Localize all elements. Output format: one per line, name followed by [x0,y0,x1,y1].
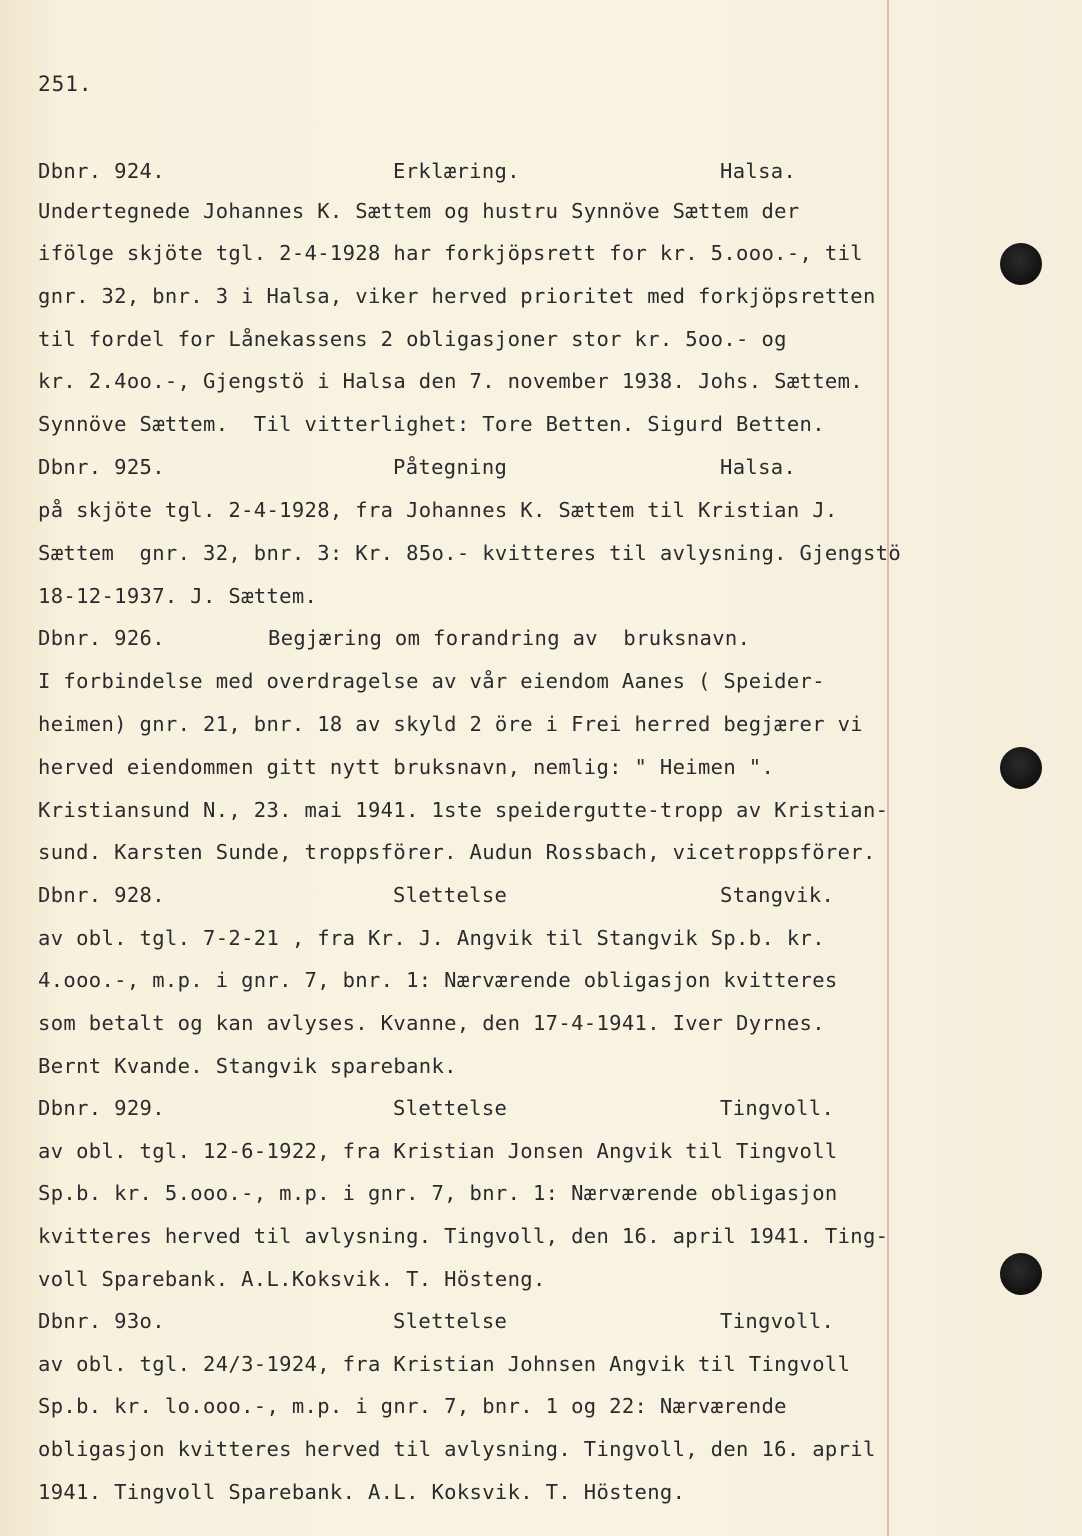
entry-place: Stangvik. [720,883,835,907]
page-number: 251. [38,72,93,96]
entry-text-line: til fordel for Lånekassens 2 obligasjoner stor kr. 5oo.- og [38,327,787,351]
entry-text-line: 4.ooo.-, m.p. i gnr. 7, bnr. 1: Nærværende obligasjon kvitteres [38,968,838,992]
entry-text-line: I forbindelse med overdragelse av vår eiendom Aanes ( Speider- [38,669,825,693]
punch-hole [1000,243,1042,285]
entry-text-line: voll Sparebank. A.L.Koksvik. T. Hösteng. [38,1267,546,1291]
entry-text-line: Sp.b. kr. lo.ooo.-, m.p. i gnr. 7, bnr. 1 og 22: Nærværende [38,1394,787,1418]
entry-text-line: Bernt Kvande. Stangvik sparebank. [38,1054,457,1078]
punch-hole [1000,1253,1042,1295]
entry-number: Dbnr. 924. [38,159,165,183]
entry-text-line: som betalt og kan avlyses. Kvanne, den 17-4-1941. Iver Dyrnes. [38,1011,825,1035]
entry-type: Slettelse [393,1309,508,1333]
entry-text-line: sund. Karsten Sunde, troppsförer. Audun Rossbach, vicetroppsförer. [38,840,876,864]
entry-place: Tingvoll. [720,1096,835,1120]
entry-type: Slettelse [393,883,508,907]
entry-text-line: på skjöte tgl. 2-4-1928, fra Johannes K. Sættem til Kristian J. [38,498,838,522]
entry-text-line: Kristiansund N., 23. mai 1941. 1ste speidergutte-tropp av Kristian- [38,798,889,822]
entry-text-line: heimen) gnr. 21, bnr. 18 av skyld 2 öre i Frei herred begjærer vi [38,712,863,736]
entry-text-line: Undertegnede Johannes K. Sættem og hustru Synnöve Sættem der [38,199,800,223]
punch-hole [1000,747,1042,789]
entry-text-line: ifölge skjöte tgl. 2-4-1928 har forkjöpsrett for kr. 5.ooo.-, til [38,241,863,265]
entry-number: Dbnr. 928. [38,883,165,907]
entry-text-line: Synnöve Sættem. Til vitterlighet: Tore Betten. Sigurd Betten. [38,412,825,436]
entry-type: Erklæring. [393,159,520,183]
entry-text-line: av obl. tgl. 7-2-21 , fra Kr. J. Angvik til Stangvik Sp.b. kr. [38,926,825,950]
entry-place: Tingvoll. [720,1309,835,1333]
entry-text-line: kr. 2.4oo.-, Gjengstö i Halsa den 7. november 1938. Johs. Sættem. [38,369,863,393]
entry-number: Dbnr. 925. [38,455,165,479]
entry-type: Begjæring om forandring av bruksnavn. [268,626,751,650]
entry-number: Dbnr. 926. [38,626,165,650]
entry-text-line: 1941. Tingvoll Sparebank. A.L. Koksvik. T. Hösteng. [38,1480,686,1504]
entry-text-line: Sættem gnr. 32, bnr. 3: Kr. 85o.- kvitteres til avlysning. Gjengstö [38,541,902,565]
entry-text-line: gnr. 32, bnr. 3 i Halsa, viker herved prioritet med forkjöpsretten [38,284,876,308]
entry-place: Halsa. [720,455,797,479]
entry-type: Påtegning [393,455,508,479]
margin-rule [887,0,889,1536]
entry-text-line: obligasjon kvitteres herved til avlysning. Tingvoll, den 16. april [38,1437,876,1461]
entry-text-line: av obl. tgl. 24/3-1924, fra Kristian Johnsen Angvik til Tingvoll [38,1352,851,1376]
entry-text-line: herved eiendommen gitt nytt bruksnavn, nemlig: " Heimen ". [38,755,775,779]
entry-text-line: av obl. tgl. 12-6-1922, fra Kristian Jonsen Angvik til Tingvoll [38,1139,838,1163]
entry-type: Slettelse [393,1096,508,1120]
entry-place: Halsa. [720,159,797,183]
entry-number: Dbnr. 929. [38,1096,165,1120]
entry-text-line: Sp.b. kr. 5.ooo.-, m.p. i gnr. 7, bnr. 1: Nærværende obligasjon [38,1181,838,1205]
entry-number: Dbnr. 93o. [38,1309,165,1333]
entry-text-line: kvitteres herved til avlysning. Tingvoll, den 16. april 1941. Ting- [38,1224,889,1248]
entry-text-line: 18-12-1937. J. Sættem. [38,584,318,608]
